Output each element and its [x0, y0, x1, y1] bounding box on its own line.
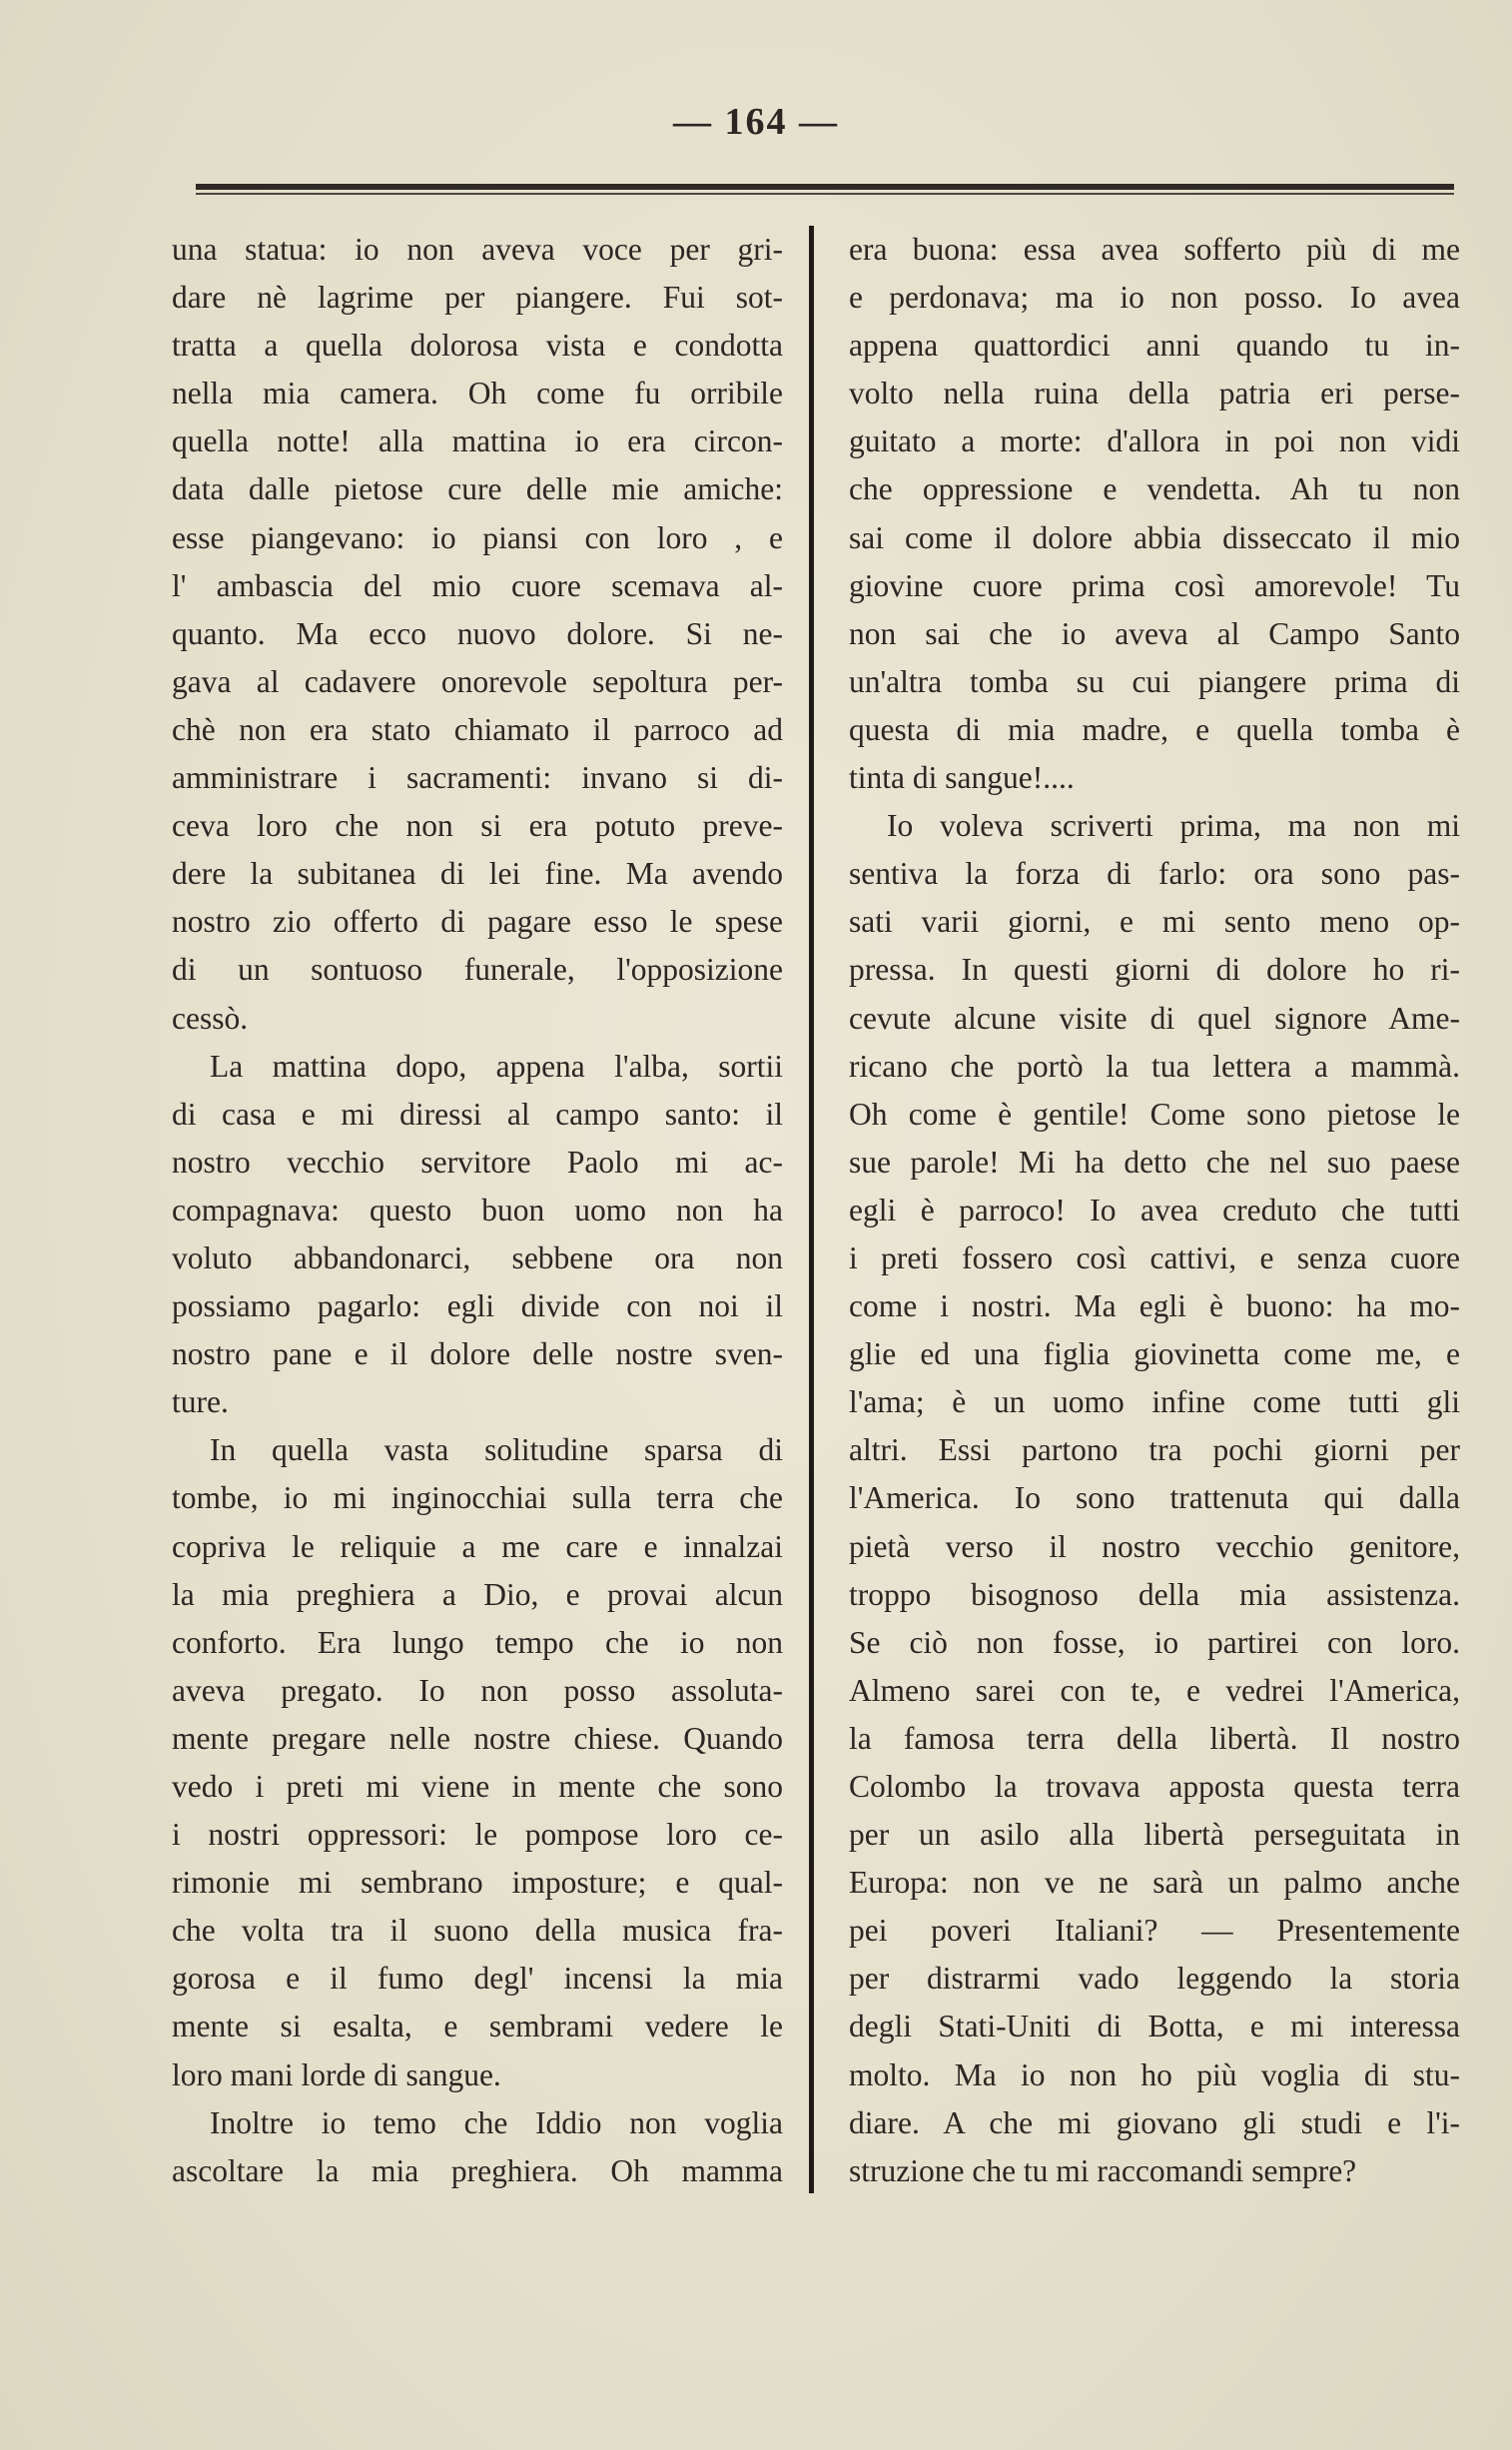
text-line: Oh come è gentile! Come sono pietose le — [849, 1096, 1460, 1132]
text-line: come i nostri. Ma egli è buono: ha mo- — [849, 1288, 1460, 1324]
text-line: Europa: non ve ne sarà un palmo anche — [849, 1865, 1460, 1901]
text-line: non sai che io aveva al Campo Santo — [849, 615, 1460, 651]
text-line: La mattina dopo, appena l'alba, sortii — [210, 1048, 783, 1084]
text-line: mente pregare nelle nostre chiese. Quando — [172, 1720, 783, 1756]
text-line: tratta a quella dolorosa vista e condotta — [172, 328, 783, 364]
text-line: la famosa terra della libertà. Il nostro — [849, 1720, 1460, 1756]
text-line: la mia preghiera a Dio, e provai alcun — [172, 1576, 783, 1612]
text-line: ricano che portò la tua lettera a mammà. — [849, 1048, 1460, 1084]
text-line: gorosa e il fumo degl' incensi la mia — [172, 1961, 783, 1997]
text-line: un'altra tomba su cui piangere prima di — [849, 663, 1460, 699]
text-line: loro mani lorde di sangue. — [172, 2056, 501, 2092]
text-line: Io voleva scriverti prima, ma non mi — [887, 808, 1460, 844]
text-line: sentiva la forza di farlo: ora sono pas- — [849, 856, 1460, 892]
text-line: Se ciò non fosse, io partirei con loro. — [849, 1624, 1460, 1660]
text-line: nostro vecchio servitore Paolo mi ac- — [172, 1144, 783, 1180]
text-line: diare. A che mi giovano gli studi e l'i- — [849, 2104, 1460, 2140]
text-line: conforto. Era lungo tempo che io non — [172, 1624, 783, 1660]
text-line: mente si esalta, e sembrami vedere le — [172, 2009, 783, 2044]
text-line: che volta tra il suono della musica fra- — [172, 1913, 783, 1949]
text-line: l'America. Io sono trattenuta qui dalla — [849, 1480, 1460, 1516]
text-line: quella notte! alla mattina io era circon- — [172, 423, 783, 459]
text-line: era buona: essa avea sofferto più di me — [849, 232, 1460, 267]
text-line: di un sontuoso funerale, l'opposizione — [172, 952, 783, 988]
text-column-right — [849, 226, 1460, 2195]
text-line: questa di mia madre, e quella tomba è — [849, 711, 1460, 747]
text-line: giovine cuore prima così amorevole! Tu — [849, 567, 1460, 603]
text-line: In quella vasta solitudine sparsa di — [210, 1432, 783, 1468]
text-column-left — [172, 226, 783, 2195]
text-line: Almeno sarei con te, e vedrei l'America, — [849, 1672, 1460, 1708]
text-line: nella mia camera. Oh come fu orribile — [172, 376, 783, 411]
text-line: copriva le reliquie a me care e innalzai — [172, 1528, 783, 1564]
text-line: sue parole! Mi ha detto che nel suo paese — [849, 1144, 1460, 1180]
text-line: dare nè lagrime per piangere. Fui sot- — [172, 280, 783, 316]
text-line: chè non era stato chiamato il parroco ad — [172, 711, 783, 747]
text-line: per un asilo alla libertà perseguitata in — [849, 1817, 1460, 1853]
header-rule-thin — [196, 193, 1454, 195]
text-line: struzione che tu mi raccomandi sempre? — [849, 2152, 1357, 2188]
text-line: data dalle pietose cure delle mie amiche: — [172, 471, 783, 507]
text-line: i nostri oppressori: le pompose loro ce- — [172, 1817, 783, 1853]
text-line: rimonie mi sembrano imposture; e qual- — [172, 1865, 783, 1901]
column-divider — [809, 226, 814, 2193]
text-line: pressa. In questi giorni di dolore ho ri- — [849, 952, 1460, 988]
text-line: Inoltre io temo che Iddio non voglia — [210, 2104, 783, 2140]
text-line: cevute alcune visite di quel signore Ame- — [849, 1000, 1460, 1036]
text-line: per distrarmi vado leggendo la storia — [849, 1961, 1460, 1997]
text-line: egli è parroco! Io avea creduto che tutti — [849, 1192, 1460, 1227]
text-line: cessò. — [172, 1000, 249, 1036]
text-line: appena quattordici anni quando tu in- — [849, 328, 1460, 364]
text-line: compagnava: questo buon uomo non ha — [172, 1192, 783, 1227]
text-line: pietà verso il nostro vecchio genitore, — [849, 1528, 1460, 1564]
text-line: gava al cadavere onorevole sepoltura per- — [172, 663, 783, 699]
text-line: di casa e mi diressi al campo santo: il — [172, 1096, 783, 1132]
header-rule — [196, 184, 1454, 190]
text-line: ceva loro che non si era potuto preve- — [172, 808, 783, 844]
text-line: e perdonava; ma io non posso. Io avea — [849, 280, 1460, 316]
text-line: quanto. Ma ecco nuovo dolore. Si ne- — [172, 615, 783, 651]
text-line: sati varii giorni, e mi sento meno op- — [849, 904, 1460, 940]
text-line: l'ama; è un uomo infine come tutti gli — [849, 1384, 1460, 1420]
text-line: glie ed una figlia giovinetta come me, e — [849, 1336, 1460, 1372]
text-line: tombe, io mi inginocchiai sulla terra che — [172, 1480, 783, 1516]
text-line: ascoltare la mia preghiera. Oh mamma — [172, 2152, 783, 2188]
text-line: esse piangevano: io piansi con loro , e — [172, 519, 783, 555]
text-line: tinta di sangue!.... — [849, 760, 1075, 796]
text-line: altri. Essi partono tra pochi giorni per — [849, 1432, 1460, 1468]
text-line: possiamo pagarlo: egli divide con noi il — [172, 1288, 783, 1324]
text-line: Colombo la trovava apposta questa terra — [849, 1769, 1460, 1804]
text-line: sai come il dolore abbia disseccato il mio — [849, 519, 1460, 555]
text-line: i preti fossero così cattivi, e senza cuore — [849, 1239, 1460, 1275]
page-number: — 164 — — [673, 101, 839, 143]
text-line: ture. — [172, 1384, 229, 1420]
text-line: nostro pane e il dolore delle nostre sven- — [172, 1336, 783, 1372]
text-line: vedo i preti mi viene in mente che sono — [172, 1769, 783, 1804]
text-line: voluto abbandonarci, sebbene ora non — [172, 1239, 783, 1275]
text-line: dere la subitanea di lei fine. Ma avendo — [172, 856, 783, 892]
text-line: amministrare i sacramenti: invano si di- — [172, 760, 783, 796]
text-line: aveva pregato. Io non posso assoluta- — [172, 1672, 783, 1708]
text-line: guitato a morte: d'allora in poi non vidi — [849, 423, 1460, 459]
text-line: che oppressione e vendetta. Ah tu non — [849, 471, 1460, 507]
text-line: volto nella ruina della patria eri perse- — [849, 376, 1460, 411]
text-line: una statua: io non aveva voce per gri- — [172, 232, 783, 267]
text-line: l' ambascia del mio cuore scemava al- — [172, 567, 783, 603]
text-line: degli Stati-Uniti di Botta, e mi interessa — [849, 2009, 1460, 2044]
text-line: nostro zio offerto di pagare esso le spese — [172, 904, 783, 940]
text-line: pei poveri Italiani? — Presentemente — [849, 1913, 1460, 1949]
text-line: molto. Ma io non ho più voglia di stu- — [849, 2056, 1460, 2092]
text-line: troppo bisognoso della mia assistenza. — [849, 1576, 1460, 1612]
